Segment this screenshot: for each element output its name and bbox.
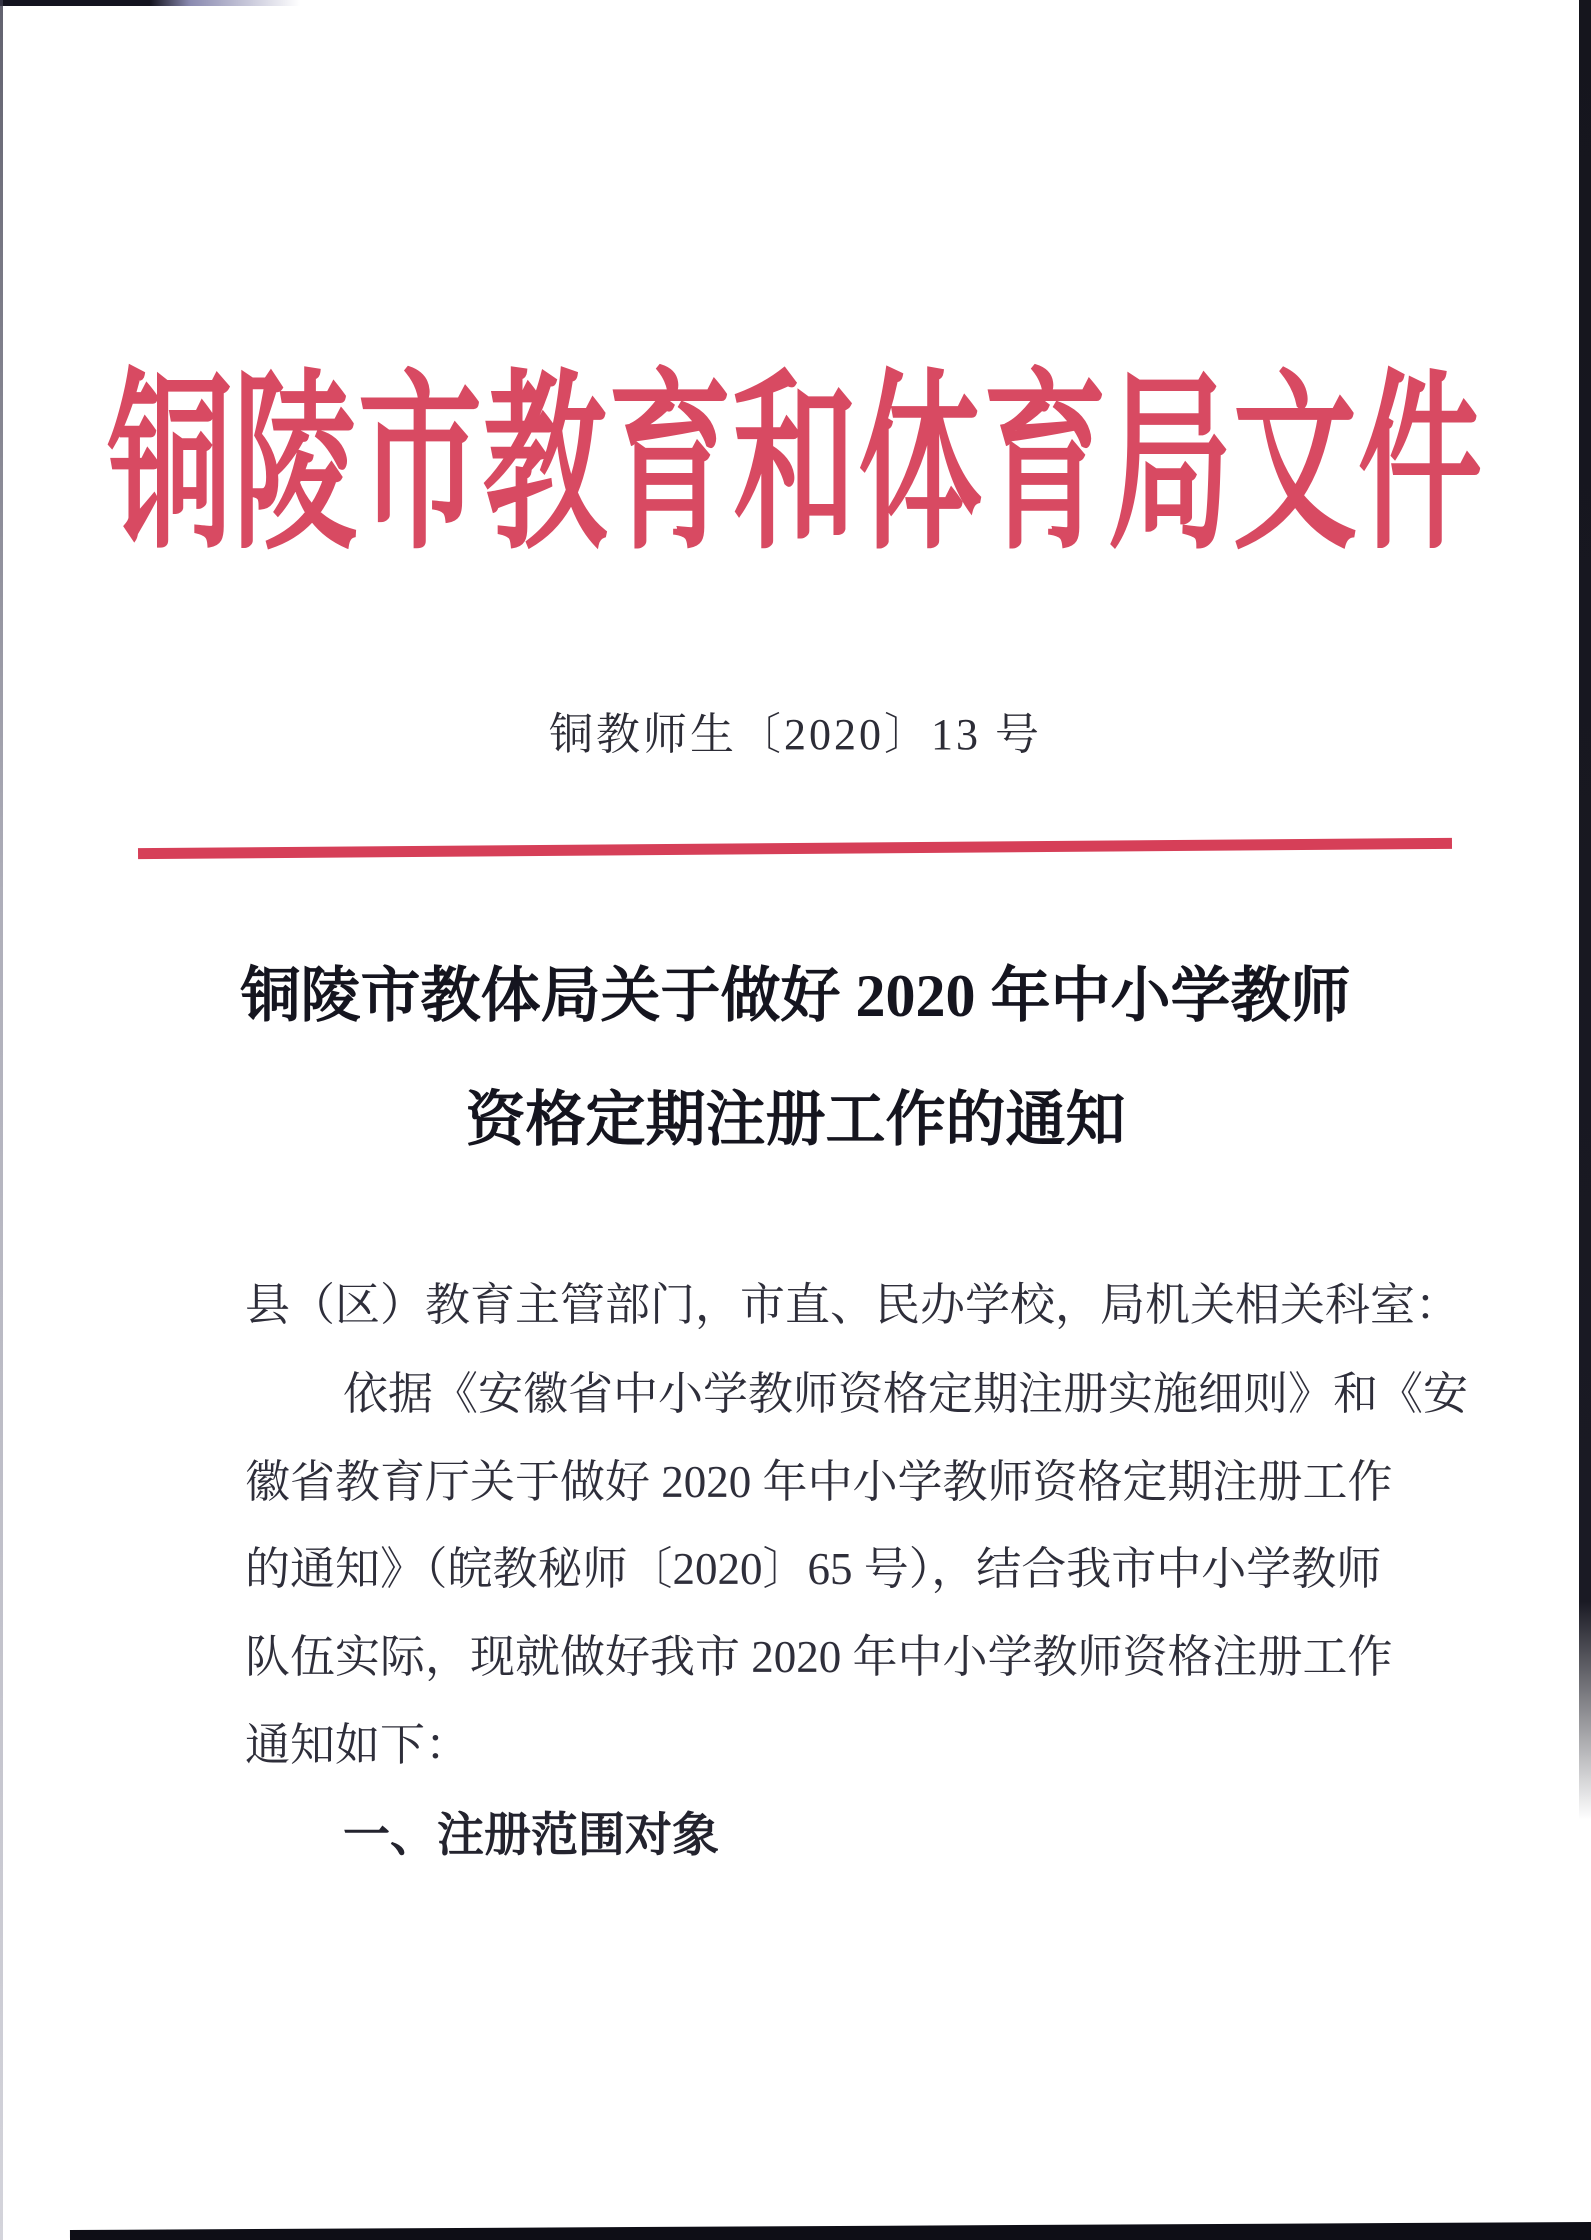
scan-edge-top [0, 0, 500, 6]
paragraph-line: 队伍实际，现就做好我市 2020 年中小学教师资格注册工作 [245, 1632, 1393, 1682]
paragraph-line: 的通知》（皖教秘师〔2020〕65 号），结合我市中小学教师 [245, 1544, 1382, 1594]
paragraph-line: 依据《安徽省中小学教师资格定期注册实施细则》和《安 [343, 1369, 1469, 1419]
agency-letterhead-title: 铜陵市教育和体育局文件 [107, 359, 1483, 573]
section-heading: 一、注册范围对象 [343, 1810, 719, 1862]
paragraph-line: 徽省教育厅关于做好 2020 年中小学教师资格定期注册工作 [245, 1457, 1393, 1507]
scan-edge-right [1579, 0, 1591, 1820]
document-title [0, 934, 1591, 1182]
document-number: 铜教师生〔2020〕13 号 [549, 710, 1042, 759]
letterhead-divider-rule [138, 838, 1452, 859]
scan-edge-bottom [70, 2222, 1591, 2240]
paragraph-line: 通知如下： [245, 1720, 471, 1770]
document-title-line2: 资格定期注册工作的通知 [465, 1087, 1126, 1153]
document-title-line1: 铜陵市教体局关于做好 2020 年中小学教师 [240, 963, 1351, 1029]
salutation-line: 县（区）教育主管部门，市直、民办学校，局机关相关科室： [245, 1280, 1461, 1330]
